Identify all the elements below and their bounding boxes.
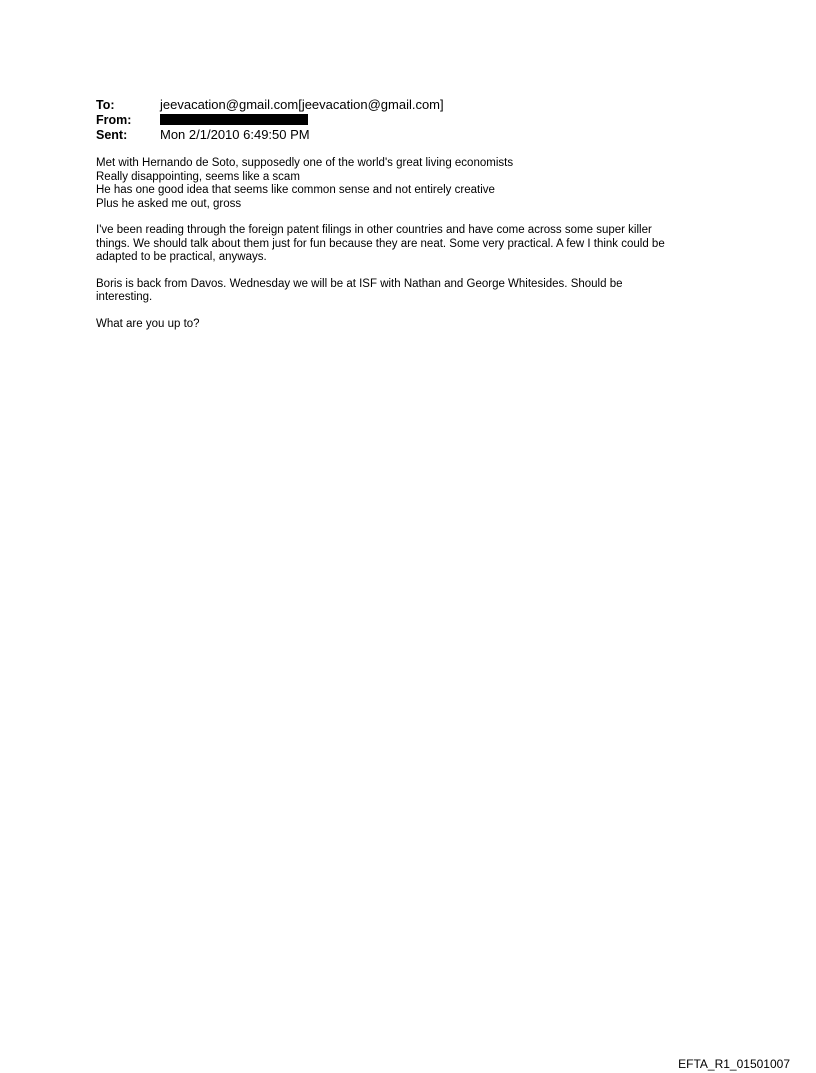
to-value: jeevacation@gmail.com[jeevacation@gmail.com] <box>160 97 444 112</box>
body-line: What are you up to? <box>96 317 200 330</box>
redaction-bar <box>160 114 308 125</box>
sent-label: Sent: <box>96 128 128 142</box>
body-line: things. We should talk about them just for fun because they are neat. Some very practical. A few I think could be <box>96 237 665 250</box>
document-id: EFTA_R1_01501007 <box>678 1057 790 1071</box>
paragraph-1 <box>96 157 736 211</box>
body-line: interesting. <box>96 291 153 303</box>
from-row <box>96 112 736 127</box>
body-line: Really disappointing, seems like a scam <box>96 170 300 183</box>
paragraph-2 <box>96 224 736 265</box>
body-line: Boris is back from Davos. Wednesday we will be at ISF with Nathan and George Whitesides. Should be <box>96 277 623 290</box>
sent-value: Mon 2/1/2010 6:49:50 PM <box>160 127 310 142</box>
email-body <box>96 157 736 344</box>
to-row <box>96 97 736 112</box>
body-line: I've been reading through the foreign patent filings in other countries and have come across some super killer <box>96 224 652 236</box>
paragraph-4 <box>96 318 736 332</box>
paragraph-3 <box>96 278 736 305</box>
email-header <box>96 97 736 142</box>
to-label: To: <box>96 98 115 112</box>
sent-row <box>96 127 736 142</box>
body-line: Met with Hernando de Soto, supposedly one of the world's great living economists <box>96 157 514 169</box>
from-value-redaction <box>160 112 308 127</box>
body-line: adapted to be practical, anyways. <box>96 251 267 263</box>
body-line: He has one good idea that seems like common sense and not entirely creative <box>96 184 495 196</box>
body-line: Plus he asked me out, gross <box>96 197 242 210</box>
from-label: From: <box>96 113 132 127</box>
